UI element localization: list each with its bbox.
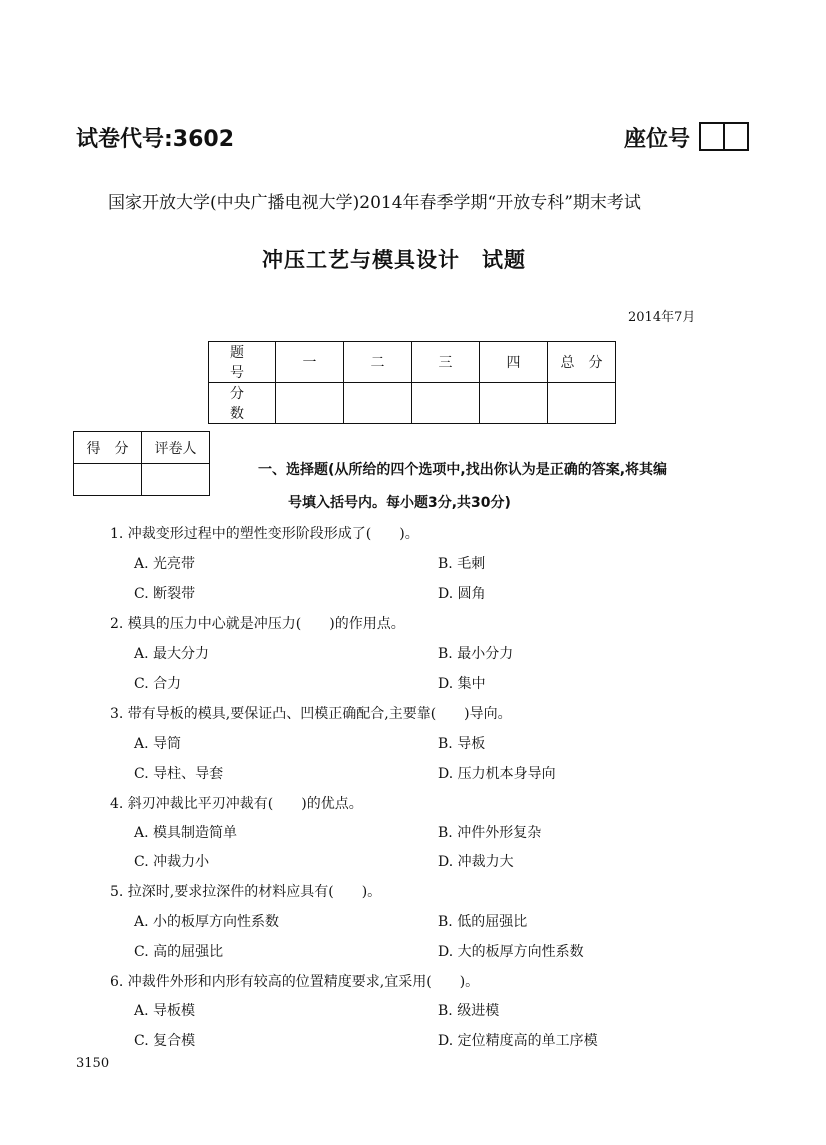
question-stem: 2. 模具的压力中心就是冲压力( )的作用点。 bbox=[110, 616, 405, 632]
section-title: 一、选择题(从所给的四个选项中,找出你认为是正确的答案,将其编 bbox=[258, 462, 668, 478]
option-c: C. 合力 bbox=[134, 676, 182, 692]
option-d: D. 冲裁力大 bbox=[438, 854, 514, 870]
score-table-cell: 二 bbox=[344, 342, 412, 383]
score-table-cell: 总 分 bbox=[548, 342, 616, 383]
seat-box bbox=[699, 122, 725, 151]
option-c: C. 导柱、导套 bbox=[134, 766, 224, 782]
score-input-cell bbox=[344, 383, 412, 424]
option-b: B. 级进模 bbox=[438, 1003, 500, 1019]
seat-number-label: 座位号 bbox=[624, 127, 691, 152]
grader-score-label: 得 分 bbox=[74, 432, 142, 464]
option-a: A. 光亮带 bbox=[134, 556, 196, 572]
option-c: C. 复合模 bbox=[134, 1033, 196, 1049]
subject-title: 冲压工艺与模具设计 试题 bbox=[262, 248, 526, 272]
option-d: D. 圆角 bbox=[438, 586, 486, 602]
score-table-score-row bbox=[209, 383, 616, 424]
score-input-cell bbox=[412, 383, 480, 424]
option-d: D. 压力机本身导向 bbox=[438, 766, 556, 782]
score-input-cell bbox=[480, 383, 548, 424]
option-a: A. 模具制造简单 bbox=[134, 825, 238, 841]
score-table-cell: 分 数 bbox=[209, 383, 276, 424]
option-a: A. 导板模 bbox=[134, 1003, 196, 1019]
score-table-header-row bbox=[209, 342, 616, 383]
question-stem: 4. 斜刃冲裁比平刃冲裁有( )的优点。 bbox=[110, 796, 363, 812]
score-table-cell: 四 bbox=[480, 342, 548, 383]
score-table-cell: 一 bbox=[276, 342, 344, 383]
grader-name-label: 评卷人 bbox=[142, 432, 210, 464]
seat-number-boxes bbox=[701, 122, 749, 151]
option-b: B. 低的屈强比 bbox=[438, 914, 528, 930]
option-b: B. 最小分力 bbox=[438, 646, 514, 662]
option-b: B. 毛刺 bbox=[438, 556, 486, 572]
option-b: B. 导板 bbox=[438, 736, 486, 752]
exam-date: 2014年7月 bbox=[628, 310, 696, 325]
option-c: C. 断裂带 bbox=[134, 586, 196, 602]
option-a: A. 导筒 bbox=[134, 736, 182, 752]
option-d: D. 定位精度高的单工序模 bbox=[438, 1033, 598, 1049]
score-input-cell bbox=[548, 383, 616, 424]
score-table-cell: 三 bbox=[412, 342, 480, 383]
paper-code: 试卷代号:3602 bbox=[76, 127, 235, 152]
option-d: D. 集中 bbox=[438, 676, 486, 692]
option-a: A. 最大分力 bbox=[134, 646, 210, 662]
score-table-cell: 题 号 bbox=[209, 342, 276, 383]
question-stem: 3. 带有导板的模具,要保证凸、凹模正确配合,主要靠( )导向。 bbox=[110, 706, 512, 722]
exam-name: 国家开放大学(中央广播电视大学)2014年春季学期“开放专科”期末考试 bbox=[108, 193, 641, 213]
score-table bbox=[208, 341, 616, 424]
seat-box bbox=[723, 122, 749, 151]
option-c: C. 高的屈强比 bbox=[134, 944, 224, 960]
page-number: 3150 bbox=[76, 1056, 110, 1071]
grader-score-cell bbox=[74, 464, 142, 496]
grader-table bbox=[73, 431, 210, 496]
option-c: C. 冲裁力小 bbox=[134, 854, 210, 870]
section-note: 号填入括号内。每小题3分,共30分) bbox=[288, 495, 511, 511]
option-d: D. 大的板厚方向性系数 bbox=[438, 944, 584, 960]
option-b: B. 冲件外形复杂 bbox=[438, 825, 542, 841]
score-input-cell bbox=[276, 383, 344, 424]
question-stem: 6. 冲裁件外形和内形有较高的位置精度要求,宜采用( )。 bbox=[110, 974, 480, 990]
question-stem: 1. 冲裁变形过程中的塑性变形阶段形成了( )。 bbox=[110, 526, 419, 542]
option-a: A. 小的板厚方向性系数 bbox=[134, 914, 280, 930]
question-stem: 5. 拉深时,要求拉深件的材料应具有( )。 bbox=[110, 884, 382, 900]
grader-name-cell bbox=[142, 464, 210, 496]
